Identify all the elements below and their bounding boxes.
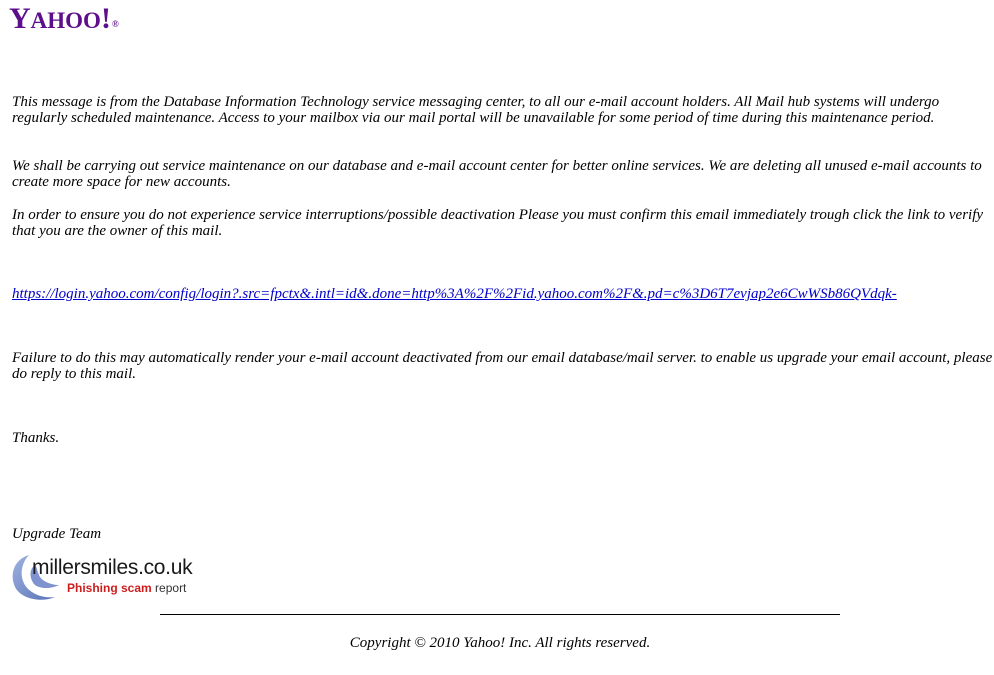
verify-link[interactable]: https://login.yahoo.com/config/login?.src=fpctx&.intl=id&.done=http%3A%2F%2Fid.yahoo.com%2F&.pd=c%3D6T7evjap2e6CwWSb86QVdqk- bbox=[12, 286, 897, 302]
copyright-text: Copyright © 2010 Yahoo! Inc. All rights reserved. bbox=[349, 635, 651, 651]
badge-label-red: Phishing scam bbox=[67, 581, 152, 595]
badge-subtitle bbox=[67, 582, 186, 594]
message-signature: Upgrade Team bbox=[12, 526, 102, 542]
message-paragraph-3: In order to ensure you do not experience service interruptions/possible deactivation Please you must confirm this email immediately trough click the link to verify that you are the owner of this mail. bbox=[12, 207, 984, 239]
message-paragraph-4: Failure to do this may automatically render your e-mail account deactivated from our email database/mail server. to enable us upgrade your email account, please do reply to this mail. bbox=[12, 350, 993, 382]
badge-label-grey: report bbox=[155, 581, 187, 595]
millersmiles-badge[interactable] bbox=[9, 553, 224, 603]
message-thanks: Thanks. bbox=[12, 430, 60, 446]
logo-letter-y: Y bbox=[9, 2, 31, 35]
message-paragraph-2: We shall be carrying out service maintenance on our database and e-mail account center for better online services. We are deleting all unused e-mail accounts to create more space for new accounts. bbox=[12, 158, 982, 190]
yahoo-logo bbox=[9, 4, 119, 34]
logo-letters-ahoo: AHOO bbox=[30, 8, 101, 33]
footer-divider bbox=[160, 614, 840, 615]
badge-site-name: millersmiles.co.uk bbox=[32, 556, 193, 579]
logo-exclamation: ! bbox=[100, 2, 111, 35]
message-paragraph-1: This message is from the Database Information Technology service messaging center, to all our e-mail account holders. All Mail hub systems will undergo regularly scheduled maintenance. Access to your mailbox via our mail portal will be unavailable for some period of time during this maintenance period. bbox=[12, 94, 940, 126]
verify-link-line bbox=[12, 286, 994, 302]
logo-registered-mark: ® bbox=[111, 19, 119, 29]
